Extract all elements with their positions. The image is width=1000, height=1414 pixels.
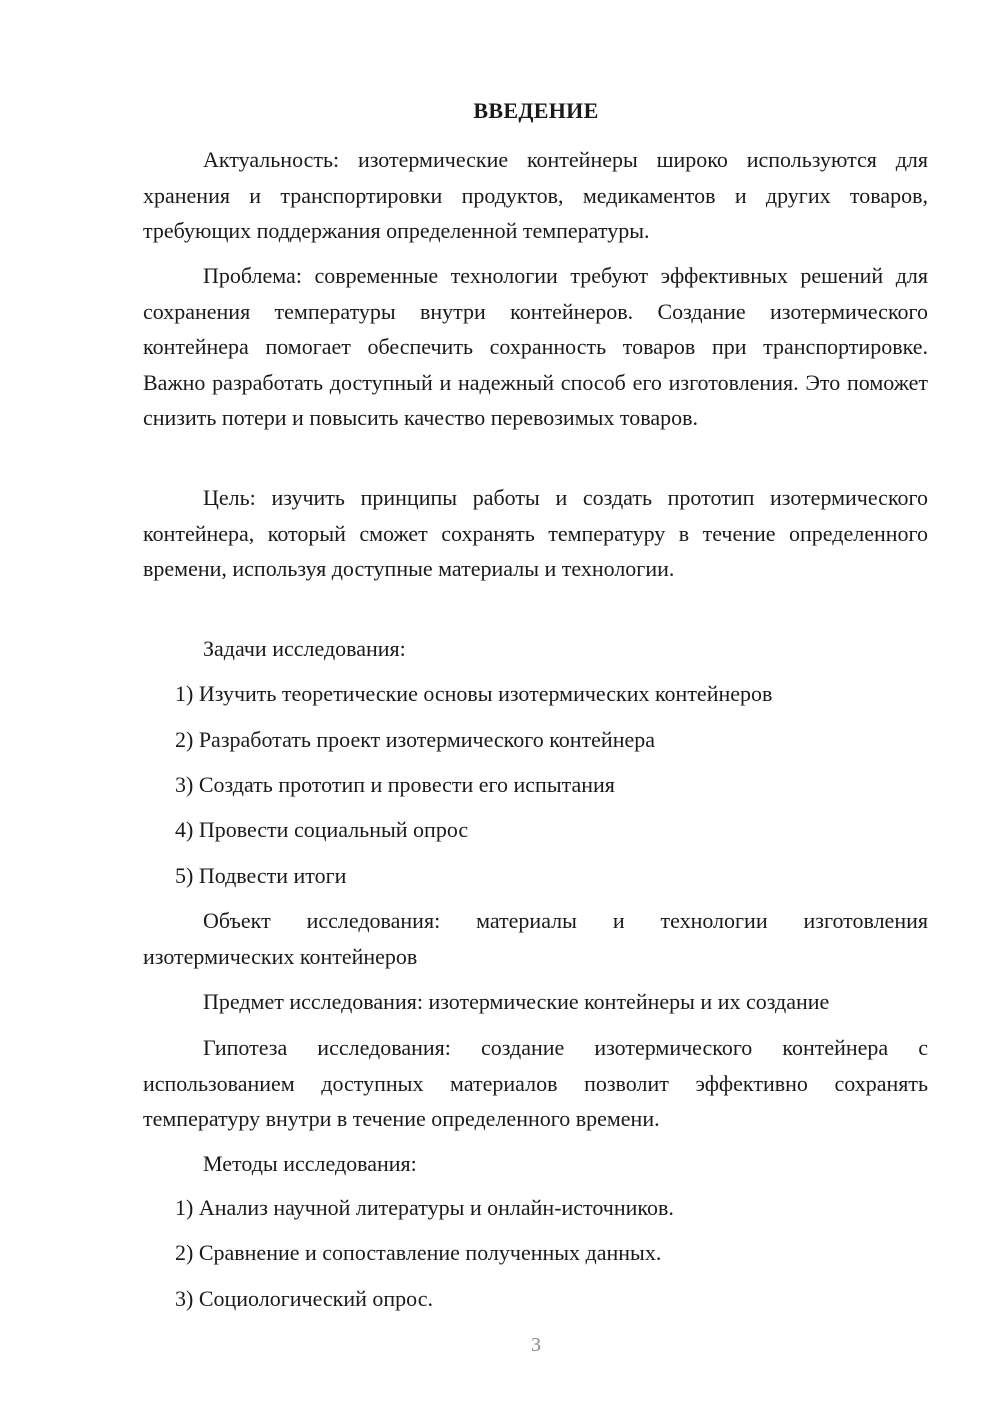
method-item-3: 3) Социологический опрос. [175,1286,433,1311]
relevance-paragraph: Актуальность: изотермические контейнеры широко используются для хранения и транспортировки продуктов, медикаментов и других товаров, требующих поддержания определенной температуры. [143,147,928,243]
method-item-2: 2) Сравнение и сопоставление полученных данных. [175,1240,662,1265]
task-item-3: 3) Создать прототип и провести его испытания [175,772,615,797]
subject-paragraph: Предмет исследования: изотермические контейнеры и их создание [203,989,830,1014]
goal-paragraph: Цель: изучить принципы работы и создать прототип изотермического контейнера, который сможет сохранять температуру в течение определенного времени, используя доступные материалы и технологии. [143,485,928,581]
task-item-1: 1) Изучить теоретические основы изотермических контейнеров [175,681,773,706]
hypothesis-paragraph: Гипотеза исследования: создание изотермического контейнера с использованием доступных материалов позволит эффективно сохранять температуру внутри в течение определенного времени. [143,1035,928,1131]
method-item-1: 1) Анализ научной литературы и онлайн-источников. [175,1195,674,1220]
task-item-2: 2) Разработать проект изотермического контейнера [175,727,656,752]
methods-heading: Методы исследования: [203,1151,417,1176]
tasks-heading: Задачи исследования: [203,636,406,661]
object-paragraph: Объект исследования: материалы и технологии изготовления изотермических контейнеров [143,908,928,969]
problem-paragraph: Проблема: современные технологии требуют эффективных решений для сохранения температуры внутри контейнеров. Создание изотермического контейнера помогает обеспечить сохранность товаров при транспортировке. Важно разработать доступный и надежный способ его изготовления. Это поможет снизить потери и повысить качество перевозимых товаров. [143,263,928,430]
page-title: ВВЕДЕНИЕ [473,98,599,123]
task-item-4: 4) Провести социальный опрос [175,817,469,842]
page-number: 3 [531,1334,541,1356]
task-item-5: 5) Подвести итоги [175,863,347,888]
